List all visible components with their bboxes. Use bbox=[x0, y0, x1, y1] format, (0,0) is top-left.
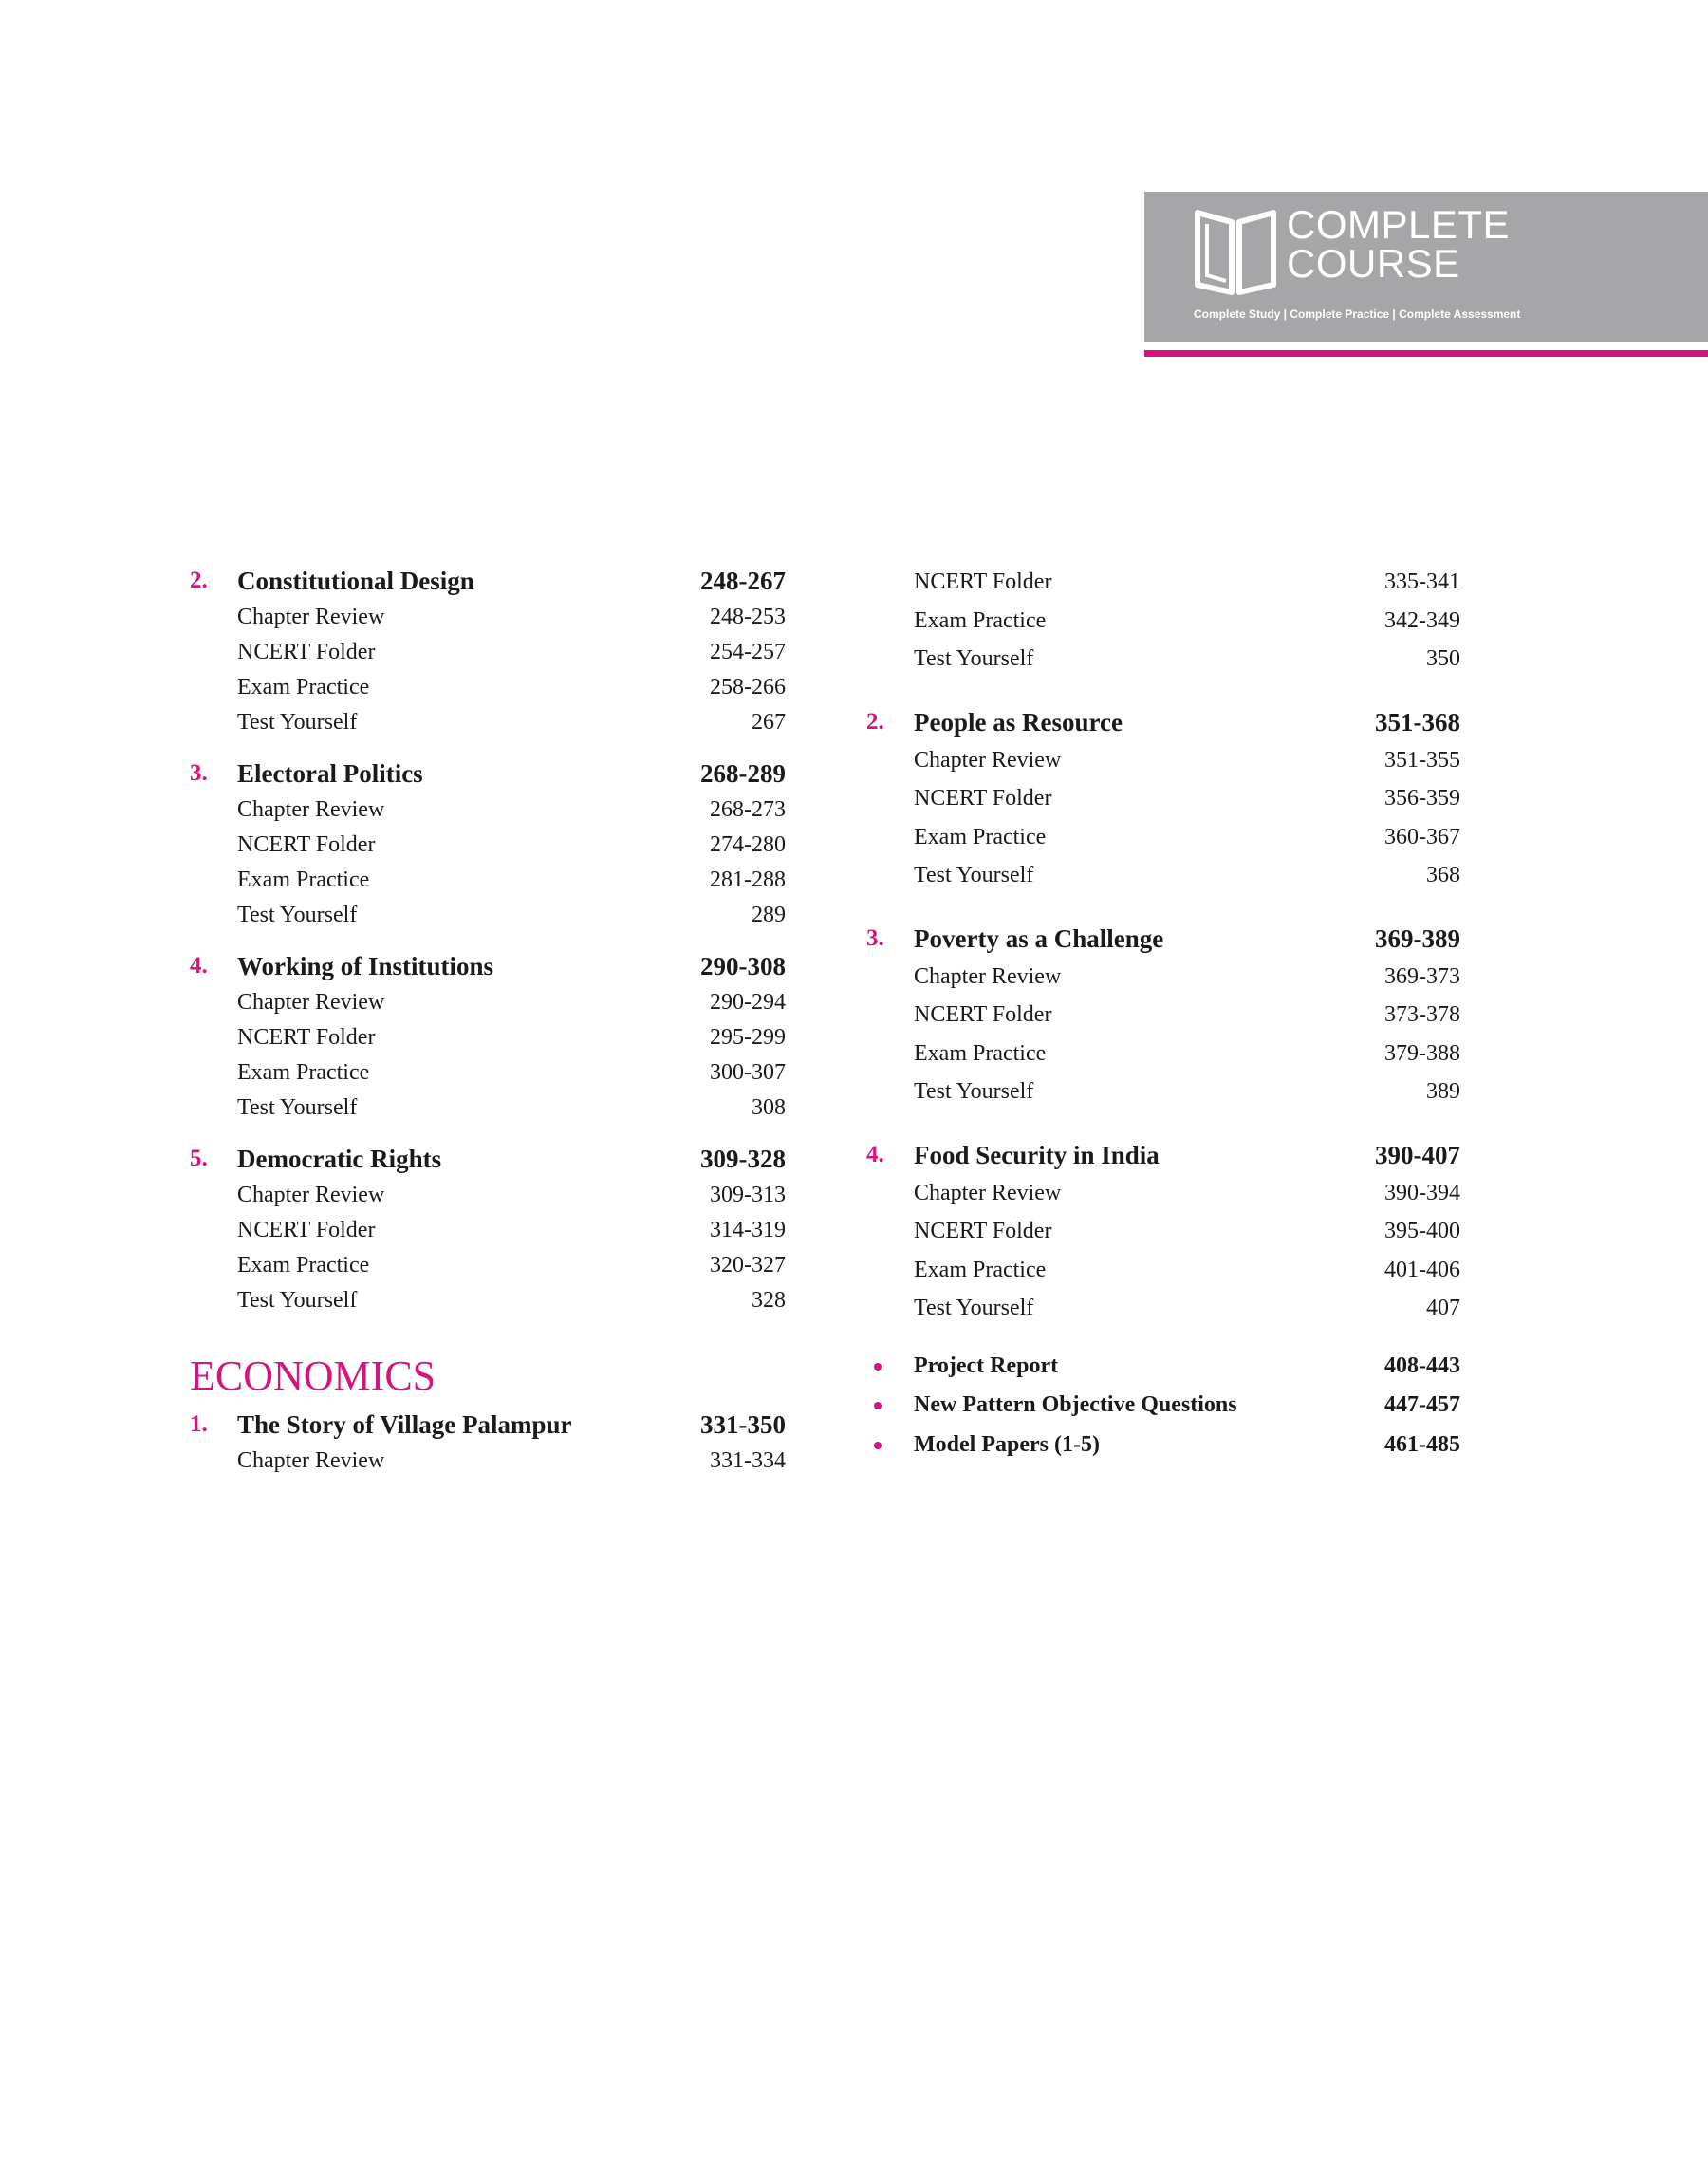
sub-pages: 320-327 bbox=[710, 1253, 786, 1278]
toc-chapter bbox=[866, 1136, 1460, 1328]
sub-pages: 308 bbox=[752, 1095, 786, 1120]
chapter-heading[interactable] bbox=[190, 947, 786, 985]
sub-pages: 369-373 bbox=[1384, 963, 1460, 989]
chapter-title: People as Resource bbox=[914, 707, 1123, 737]
toc-extras-list bbox=[866, 1347, 1460, 1465]
sub-pages: 368 bbox=[1426, 863, 1460, 887]
chapter-number: 3. bbox=[190, 760, 208, 786]
sub-label: NCERT Folder bbox=[914, 1002, 1052, 1027]
sub-pages: 300-307 bbox=[710, 1060, 786, 1085]
chapter-number: 2. bbox=[190, 568, 208, 593]
chapter-title: Democratic Rights bbox=[237, 1145, 442, 1173]
toc-extra-item[interactable] bbox=[866, 1426, 1460, 1465]
sub-pages: 328 bbox=[752, 1288, 786, 1313]
bullet-icon bbox=[874, 1363, 882, 1371]
toc-sub-item[interactable] bbox=[190, 670, 786, 705]
sub-pages: 373-378 bbox=[1384, 1002, 1460, 1027]
chapter-heading[interactable] bbox=[866, 920, 1460, 958]
sub-label: NCERT Folder bbox=[237, 1025, 376, 1050]
toc-sub-item[interactable] bbox=[866, 563, 1460, 602]
spacer bbox=[866, 1328, 1460, 1347]
toc-sub-item[interactable] bbox=[866, 1073, 1460, 1111]
sub-pages: 356-359 bbox=[1384, 786, 1460, 811]
sub-label: NCERT Folder bbox=[237, 640, 376, 664]
toc-chapter bbox=[190, 947, 786, 1126]
toc-sub-item[interactable] bbox=[190, 793, 786, 828]
chapter-number: 1. bbox=[190, 1411, 208, 1437]
sub-pages: 351-355 bbox=[1384, 747, 1460, 773]
sub-label: NCERT Folder bbox=[914, 1219, 1052, 1243]
chapter-pages: 331-350 bbox=[700, 1410, 786, 1439]
sub-label: NCERT Folder bbox=[914, 786, 1052, 811]
sub-pages: 360-367 bbox=[1384, 824, 1460, 849]
brand-accent-stripe bbox=[1144, 350, 1708, 357]
toc-sub-item[interactable] bbox=[866, 996, 1460, 1035]
extra-pages: 408-443 bbox=[1384, 1353, 1460, 1378]
chapter-heading[interactable] bbox=[190, 1140, 786, 1178]
spacer bbox=[190, 933, 786, 947]
sub-pages: 314-319 bbox=[710, 1218, 786, 1242]
toc-sub-item[interactable] bbox=[866, 818, 1460, 857]
sub-label: Test Yourself bbox=[237, 1095, 358, 1120]
brand-title-line2: COURSE bbox=[1287, 241, 1460, 286]
toc-left-column bbox=[190, 562, 786, 1479]
sub-pages: 309-313 bbox=[710, 1183, 786, 1207]
sub-label: Test Yourself bbox=[914, 1296, 1034, 1320]
chapter-heading[interactable] bbox=[866, 1136, 1460, 1174]
chapter-pages: 390-407 bbox=[1375, 1140, 1460, 1169]
brand-tagline: Complete Study | Complete Practice | Complete Assessment bbox=[1194, 308, 1521, 321]
chapter-pages: 309-328 bbox=[700, 1145, 786, 1173]
toc-sub-item[interactable] bbox=[866, 1289, 1460, 1328]
toc-sub-item[interactable] bbox=[190, 1248, 786, 1283]
toc-extra-item[interactable] bbox=[866, 1347, 1460, 1387]
sub-label: Test Yourself bbox=[914, 646, 1034, 671]
toc-chapter bbox=[866, 920, 1460, 1111]
sub-label: Chapter Review bbox=[237, 605, 385, 629]
toc-sub-item[interactable] bbox=[190, 1213, 786, 1248]
chapter-number: 4. bbox=[866, 1141, 884, 1167]
sub-pages: 407 bbox=[1426, 1296, 1460, 1320]
sub-label: Chapter Review bbox=[237, 1448, 385, 1473]
toc-right-column bbox=[866, 563, 1460, 1465]
toc-chapter bbox=[190, 1406, 786, 1479]
brand-title bbox=[1287, 202, 1511, 286]
sub-pages: 401-406 bbox=[1384, 1257, 1460, 1282]
toc-sub-item[interactable] bbox=[866, 1174, 1460, 1213]
sub-pages: 342-349 bbox=[1384, 607, 1460, 633]
toc-sub-item[interactable] bbox=[190, 1444, 786, 1479]
extra-title: Model Papers (1-5) bbox=[914, 1431, 1100, 1457]
toc-sub-item[interactable] bbox=[866, 1251, 1460, 1290]
open-book-icon bbox=[1194, 205, 1277, 296]
toc-chapter bbox=[190, 755, 786, 933]
brand-title-line1: COMPLETE bbox=[1287, 202, 1511, 247]
sub-label: Chapter Review bbox=[237, 990, 385, 1015]
chapter-title: Food Security in India bbox=[914, 1140, 1160, 1169]
spacer bbox=[866, 895, 1460, 920]
sub-label: Exam Practice bbox=[237, 868, 370, 892]
toc-sub-item[interactable] bbox=[190, 1091, 786, 1126]
toc-sub-item[interactable] bbox=[190, 1178, 786, 1213]
spacer bbox=[190, 1126, 786, 1140]
sub-label: NCERT Folder bbox=[914, 569, 1052, 594]
chapter-pages: 351-368 bbox=[1375, 707, 1460, 737]
toc-sub-item[interactable] bbox=[866, 856, 1460, 895]
sub-pages: 289 bbox=[752, 903, 786, 927]
spacer bbox=[190, 740, 786, 755]
sub-label: Exam Practice bbox=[237, 675, 370, 700]
chapter-pages: 248-267 bbox=[700, 567, 786, 595]
sub-label: Exam Practice bbox=[914, 607, 1047, 633]
sub-pages: 335-341 bbox=[1384, 569, 1460, 594]
sub-pages: 350 bbox=[1426, 646, 1460, 671]
toc-sub-item[interactable] bbox=[866, 741, 1460, 780]
brand-banner bbox=[1144, 192, 1708, 342]
extra-pages: 447-457 bbox=[1384, 1392, 1460, 1417]
extra-title: Project Report bbox=[914, 1353, 1059, 1378]
toc-chapter bbox=[866, 703, 1460, 895]
chapter-heading[interactable] bbox=[190, 755, 786, 793]
chapter-pages: 268-289 bbox=[700, 759, 786, 788]
chapter-number: 3. bbox=[866, 924, 884, 951]
toc-sub-item[interactable] bbox=[190, 985, 786, 1020]
toc-sub-item[interactable] bbox=[866, 1035, 1460, 1073]
toc-chapter bbox=[190, 1140, 786, 1318]
chapter-heading[interactable] bbox=[190, 562, 786, 600]
chapter-title: Constitutional Design bbox=[237, 567, 474, 595]
chapter-heading[interactable] bbox=[190, 1406, 786, 1444]
toc-chapter bbox=[190, 562, 786, 740]
toc-sub-item[interactable] bbox=[190, 1283, 786, 1318]
chapter-title: The Story of Village Palampur bbox=[237, 1410, 572, 1439]
sub-label: NCERT Folder bbox=[237, 832, 376, 857]
sub-label: Test Yourself bbox=[914, 1079, 1034, 1104]
bullet-icon bbox=[874, 1442, 882, 1449]
sub-label: Exam Practice bbox=[914, 1257, 1047, 1282]
toc-sub-item[interactable] bbox=[866, 640, 1460, 679]
sub-pages: 389 bbox=[1426, 1079, 1460, 1104]
chapter-title: Working of Institutions bbox=[237, 952, 494, 980]
extra-title: New Pattern Objective Questions bbox=[914, 1392, 1237, 1417]
sub-label: Test Yourself bbox=[914, 863, 1034, 887]
sub-pages: 395-400 bbox=[1384, 1219, 1460, 1243]
toc-sub-item[interactable] bbox=[866, 779, 1460, 818]
sub-label: Exam Practice bbox=[237, 1253, 370, 1278]
toc-extra-item[interactable] bbox=[866, 1386, 1460, 1426]
extra-pages: 461-485 bbox=[1384, 1431, 1460, 1457]
sub-pages: 258-266 bbox=[710, 675, 786, 700]
sub-pages: 331-334 bbox=[710, 1448, 786, 1473]
toc-sub-item[interactable] bbox=[866, 1212, 1460, 1251]
sub-label: Exam Practice bbox=[914, 1040, 1047, 1066]
sub-label: Chapter Review bbox=[914, 1180, 1062, 1205]
spacer bbox=[866, 679, 1460, 703]
chapter-pages: 290-308 bbox=[700, 952, 786, 980]
sub-pages: 268-273 bbox=[710, 797, 786, 822]
sub-pages: 390-394 bbox=[1384, 1180, 1460, 1205]
section-heading-economics: ECONOMICS bbox=[190, 1353, 436, 1399]
sub-pages: 254-257 bbox=[710, 640, 786, 664]
sub-pages: 274-280 bbox=[710, 832, 786, 857]
toc-sub-item[interactable] bbox=[190, 863, 786, 898]
sub-pages: 248-253 bbox=[710, 605, 786, 629]
sub-label: Test Yourself bbox=[237, 1288, 358, 1313]
sub-pages: 295-299 bbox=[710, 1025, 786, 1050]
toc-sub-item[interactable] bbox=[866, 958, 1460, 997]
sub-label: Chapter Review bbox=[237, 1183, 385, 1207]
chapter-number: 5. bbox=[190, 1146, 208, 1171]
chapter-pages: 369-389 bbox=[1375, 924, 1460, 953]
sub-label: Exam Practice bbox=[914, 824, 1047, 849]
sub-label: Exam Practice bbox=[237, 1060, 370, 1085]
sub-label: Test Yourself bbox=[237, 903, 358, 927]
spacer bbox=[866, 1111, 1460, 1136]
chapter-title: Electoral Politics bbox=[237, 759, 423, 788]
sub-pages: 281-288 bbox=[710, 868, 786, 892]
toc-sub-item[interactable] bbox=[190, 705, 786, 740]
toc-sub-item[interactable] bbox=[190, 828, 786, 863]
sub-label: Chapter Review bbox=[237, 797, 385, 822]
sub-label: NCERT Folder bbox=[237, 1218, 376, 1242]
chapter-number: 4. bbox=[190, 953, 208, 979]
sub-label: Chapter Review bbox=[914, 963, 1062, 989]
sub-label: Test Yourself bbox=[237, 710, 358, 735]
chapter-heading[interactable] bbox=[866, 703, 1460, 741]
toc-sub-item[interactable] bbox=[190, 898, 786, 933]
sub-pages: 379-388 bbox=[1384, 1040, 1460, 1066]
sub-label: Chapter Review bbox=[914, 747, 1062, 773]
chapter-title: Poverty as a Challenge bbox=[914, 924, 1164, 953]
toc-sub-item[interactable] bbox=[866, 602, 1460, 641]
toc-sub-item[interactable] bbox=[190, 635, 786, 670]
sub-pages: 267 bbox=[752, 710, 786, 735]
toc-continued-items bbox=[866, 563, 1460, 679]
toc-sub-item[interactable] bbox=[190, 600, 786, 635]
toc-sub-item[interactable] bbox=[190, 1020, 786, 1055]
toc-sub-item[interactable] bbox=[190, 1055, 786, 1091]
bullet-icon bbox=[874, 1402, 882, 1409]
sub-pages: 290-294 bbox=[710, 990, 786, 1015]
chapter-number: 2. bbox=[866, 708, 884, 735]
